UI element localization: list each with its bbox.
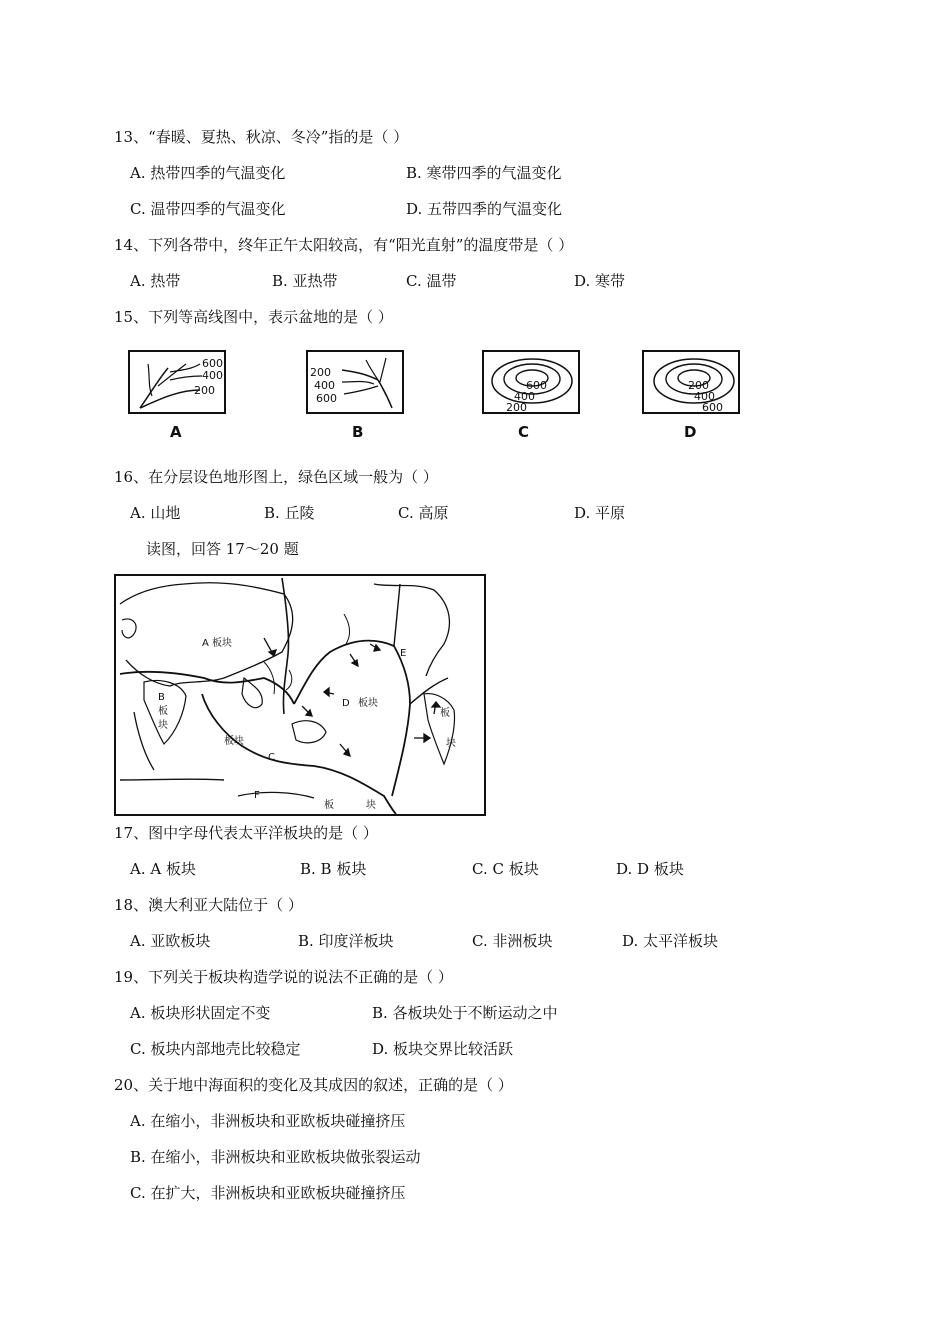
- contour-d-label-2: 400: [694, 390, 715, 403]
- plate-tectonics-map: [114, 574, 486, 816]
- contour-a-label-3: 200: [194, 384, 215, 397]
- q13-option-a: A. 热带四季的气温变化: [130, 164, 286, 182]
- question-13-stem: 13、“春暖、夏热、秋凉、冬冷”指的是（ ）: [114, 128, 409, 146]
- contour-d-caption: D: [684, 423, 697, 441]
- q14-option-d: D. 寒带: [574, 272, 626, 290]
- map-label-c-plate: 板块: [224, 736, 244, 747]
- q14-option-a: A. 热带: [130, 272, 181, 290]
- contour-c-label-3: 200: [506, 401, 527, 414]
- contour-d-label-1: 200: [688, 379, 709, 392]
- contour-figure-c: [482, 350, 582, 416]
- map-label-d-plate: 板块: [358, 698, 378, 709]
- q13-option-b: B. 寒带四季的气温变化: [406, 164, 562, 182]
- contour-figure-b: [306, 350, 406, 416]
- contour-figure-a: [128, 350, 228, 416]
- contour-c-label-1: 600: [526, 379, 547, 392]
- map-label-f-ban: 板: [324, 800, 334, 811]
- map-label-f: F: [254, 790, 260, 801]
- map-label-b-ban: 板: [158, 706, 168, 717]
- map-label-f-kuai: 块: [366, 800, 376, 811]
- question-17-stem: 17、图中字母代表太平洋板块的是（ ）: [114, 824, 378, 842]
- map-label-d: D: [342, 698, 350, 709]
- q19-option-c: C. 板块内部地壳比较稳定: [130, 1040, 301, 1058]
- q17-option-c: C. C 板块: [472, 860, 539, 878]
- q16-option-c: C. 高原: [398, 504, 449, 522]
- q17-option-d: D. D 板块: [616, 860, 684, 878]
- map-label-e: E: [400, 648, 407, 659]
- q17-option-a: A. A 板块: [130, 860, 196, 878]
- q19-option-a: A. 板块形状固定不变: [130, 1004, 271, 1022]
- q18-option-a: A. 亚欧板块: [130, 932, 211, 950]
- q16-option-a: A. 山地: [130, 504, 181, 522]
- q13-option-c: C. 温带四季的气温变化: [130, 200, 286, 218]
- question-20-stem: 20、关于地中海面积的变化及其成因的叙述，正确的是（ ）: [114, 1076, 513, 1094]
- question-19-stem: 19、下列关于板块构造学说的说法不正确的是（ ）: [114, 968, 453, 986]
- question-15-stem: 15、下列等高线图中，表示盆地的是（ ）: [114, 308, 393, 326]
- q13-option-d: D. 五带四季的气温变化: [406, 200, 563, 218]
- map-label-b-kuai: 块: [158, 720, 168, 731]
- question-16-stem: 16、在分层设色地形图上，绿色区域一般为（ ）: [114, 468, 438, 486]
- q19-option-b: B. 各板块处于不断运动之中: [372, 1004, 558, 1022]
- map-instruction: 读图，回答 17～20 题: [146, 540, 299, 558]
- q20-option-c: C. 在扩大，非洲板块和亚欧板块碰撞挤压: [130, 1184, 406, 1202]
- q20-option-a: A. 在缩小，非洲板块和亚欧板块碰撞挤压: [130, 1112, 406, 1130]
- q18-option-c: C. 非洲板块: [472, 932, 553, 950]
- map-label-b: B: [158, 692, 165, 703]
- q14-option-c: C. 温带: [406, 272, 457, 290]
- q19-option-d: D. 板块交界比较活跃: [372, 1040, 514, 1058]
- q14-option-b: B. 亚热带: [272, 272, 338, 290]
- question-14-stem: 14、下列各带中，终年正午太阳较高，有“阳光直射”的温度带是（ ）: [114, 236, 574, 254]
- contour-b-label-3: 600: [316, 392, 337, 405]
- q17-option-b: B. B 板块: [300, 860, 367, 878]
- contour-d-label-3: 600: [702, 401, 723, 414]
- map-label-a-plate: A 板块: [202, 638, 233, 649]
- contour-b-label-1: 200: [310, 366, 331, 379]
- contour-b-label-2: 400: [314, 379, 335, 392]
- contour-c-caption: C: [518, 423, 530, 441]
- question-18-stem: 18、澳大利亚大陆位于（ ）: [114, 896, 303, 914]
- contour-figure-d: [642, 350, 742, 416]
- map-label-right-ban: 板: [440, 708, 450, 719]
- map-label-c: C: [268, 752, 275, 763]
- q20-option-b: B. 在缩小，非洲板块和亚欧板块做张裂运动: [130, 1148, 421, 1166]
- q16-option-d: D. 平原: [574, 504, 626, 522]
- contour-b-caption: B: [352, 423, 364, 441]
- map-label-right-kuai: 块: [446, 738, 456, 749]
- contour-a-label-1: 600: [202, 357, 223, 370]
- contour-c-label-2: 400: [514, 390, 535, 403]
- q16-option-b: B. 丘陵: [264, 504, 315, 522]
- contour-a-label-2: 400: [202, 369, 223, 382]
- q18-option-d: D. 太平洋板块: [622, 932, 719, 950]
- q18-option-b: B. 印度洋板块: [298, 932, 394, 950]
- contour-a-caption: A: [170, 423, 182, 441]
